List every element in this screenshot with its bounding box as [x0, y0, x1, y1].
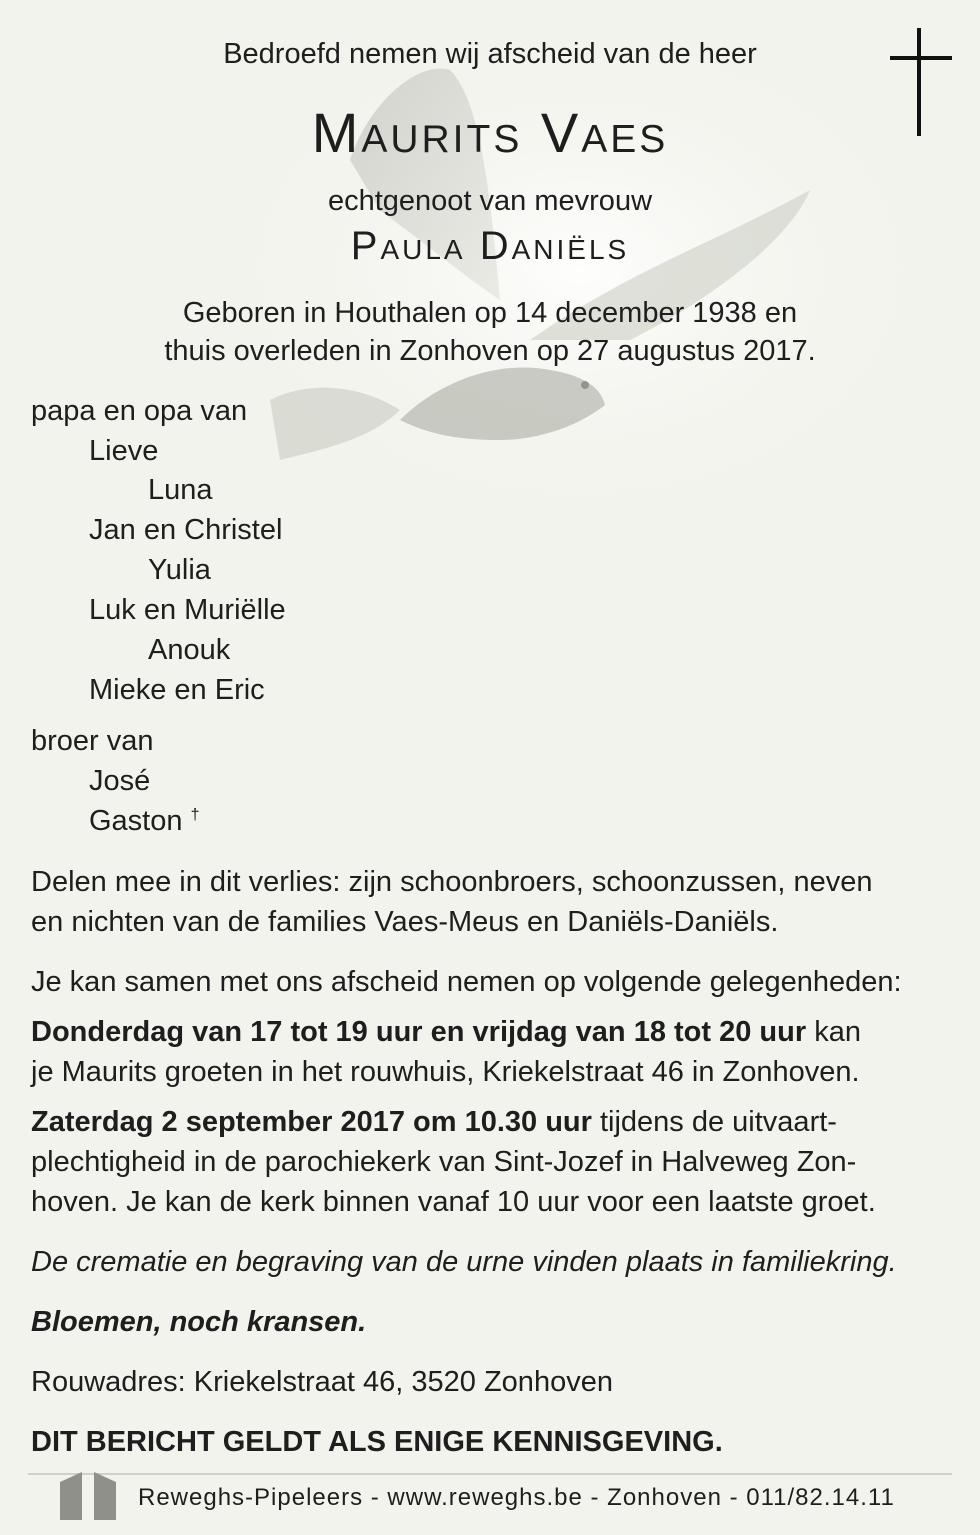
occasions-intro: Je kan samen met ons afscheid nemen op volgende gelegenheden: [31, 966, 902, 998]
funeral-text: plechtigheid in de parochiekerk van Sint-Jozef in Halveweg Zon- [31, 1146, 857, 1178]
visit-paragraph [31, 1012, 941, 1092]
flowers-note: Bloemen, noch kransen. [31, 1306, 367, 1338]
share-line: en nichten van de families Vaes-Meus en Daniëls-Daniëls. [31, 906, 779, 938]
child-name: Luk en Muriëlle [89, 594, 286, 626]
birth-line: Geboren in Houthalen op 14 december 1938 en [182, 297, 798, 329]
cremation-note: De crematie en begraving van de urne vinden plaats in familiekring. [31, 1246, 897, 1278]
funeral-home-logo-icon [60, 1468, 116, 1520]
child-name: Mieke en Eric [89, 674, 265, 706]
grandchild-name: Luna [148, 474, 213, 506]
deceased-name: Maurits Vaes [311, 101, 669, 164]
papa-label: papa en opa van [31, 395, 248, 427]
footer-contact: Reweghs-Pipeleers - www.reweghs.be - Zonhoven - 011/82.14.11 [138, 1484, 895, 1511]
funeral-paragraph [31, 1102, 941, 1222]
birth-death-info [0, 294, 980, 370]
footer-divider [28, 1473, 952, 1475]
child-name: Lieve [89, 435, 159, 467]
brother-label: broer van [31, 725, 154, 757]
sibling-entry [89, 805, 199, 838]
address-line: Rouwadres: Kriekelstraat 46, 3520 Zonhoven [31, 1366, 613, 1398]
death-line: thuis overleden in Zonhoven op 27 augustus 2017. [164, 335, 816, 367]
visit-times: Donderdag van 17 tot 19 uur en vrijdag van 18 tot 20 uur [31, 1016, 807, 1048]
intro-text: Bedroefd nemen wij afscheid van de heer [223, 38, 757, 70]
visit-text: kan [806, 1016, 861, 1048]
grandchild-name: Yulia [148, 554, 211, 586]
funeral-text: hoven. Je kan de kerk binnen vanaf 10 uur voor een laatste groet. [31, 1186, 876, 1218]
funeral-time: Zaterdag 2 september 2017 om 10.30 uur [31, 1106, 592, 1138]
sibling-name: José [89, 765, 151, 797]
funeral-text: tijdens de uitvaart- [591, 1106, 837, 1138]
grandchild-name: Anouk [148, 634, 231, 666]
deceased-mark: † [190, 806, 200, 824]
sibling-name: Gaston [89, 805, 183, 837]
spouse-name: Paula Daniëls [350, 224, 630, 268]
notice-line: DIT BERICHT GELDT ALS ENIGE KENNISGEVING. [31, 1426, 723, 1458]
share-paragraph [31, 862, 941, 942]
share-line: Delen mee in dit verlies: zijn schoonbroers, schoonzussen, neven [31, 866, 873, 898]
child-name: Jan en Christel [89, 514, 283, 546]
spouse-intro: echtgenoot van mevrouw [327, 185, 653, 217]
visit-text: je Maurits groeten in het rouwhuis, Kriekelstraat 46 in Zonhoven. [31, 1056, 860, 1088]
